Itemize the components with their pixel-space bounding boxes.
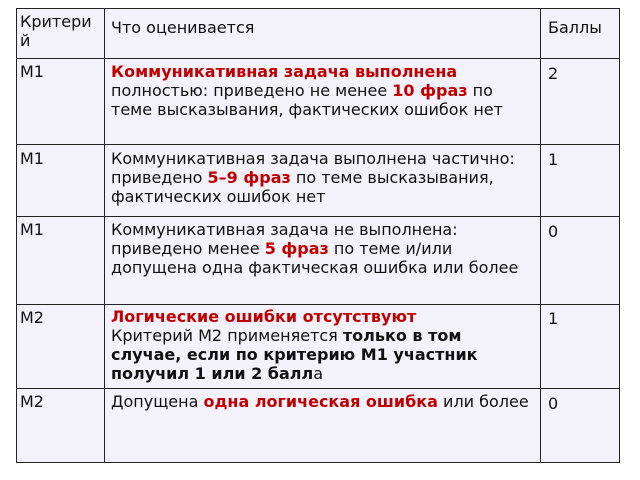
row-criterion: М2 bbox=[20, 392, 44, 411]
description-text: Коммуникативная задача не выполнена: приведено менее bbox=[111, 220, 458, 258]
row-divider bbox=[17, 388, 619, 389]
header-criterion-text: й bbox=[20, 31, 31, 50]
criteria-table bbox=[16, 8, 620, 463]
emphasis-text: только в том случае, если по критерию М1 участник получил 1 или 2 балл bbox=[111, 326, 478, 383]
description-text: а bbox=[313, 364, 324, 383]
row-divider bbox=[17, 58, 619, 59]
highlight-text: 5 фраз bbox=[264, 239, 329, 258]
column-divider bbox=[540, 9, 541, 462]
header-score: Баллы bbox=[548, 18, 602, 37]
row-criterion: М1 bbox=[20, 62, 44, 81]
row-divider bbox=[17, 144, 619, 145]
description-text: по теме высказывания, фактических ошибок нет bbox=[111, 81, 503, 119]
description-text: Допущена bbox=[111, 392, 204, 411]
row-score: 2 bbox=[548, 64, 559, 83]
description-text: или более bbox=[437, 392, 529, 411]
header-criterion-text: Критери bbox=[20, 12, 92, 31]
header-criterion bbox=[20, 12, 102, 50]
header-what: Что оценивается bbox=[111, 18, 255, 37]
row-score: 0 bbox=[548, 222, 559, 241]
row-criterion: М1 bbox=[20, 220, 44, 239]
row-description bbox=[111, 149, 537, 206]
row-divider bbox=[17, 304, 619, 305]
row-divider bbox=[17, 216, 619, 217]
highlight-text: 10 фраз bbox=[392, 81, 468, 100]
description-text: Коммуникативная задача выполнена частично: приведено bbox=[111, 149, 515, 187]
highlight-text: Логические ошибки отсутствуют bbox=[111, 307, 417, 326]
row-score: 1 bbox=[548, 309, 559, 328]
column-divider bbox=[104, 9, 105, 462]
description-text: Критерий М2 применяется bbox=[111, 326, 343, 345]
description-text: полностью: приведено не менее bbox=[111, 81, 393, 100]
highlight-text: Коммуникативная задача выполнена bbox=[111, 62, 458, 81]
description-text: по теме и/или допущена одна фактическая ошибка или более bbox=[111, 239, 519, 277]
row-score: 0 bbox=[548, 394, 559, 413]
description-text: по теме высказывания, фактических ошибок нет bbox=[111, 168, 494, 206]
row-description bbox=[111, 392, 537, 411]
row-criterion: М1 bbox=[20, 149, 44, 168]
row-score: 1 bbox=[548, 150, 559, 169]
row-description bbox=[111, 62, 537, 119]
row-description bbox=[111, 220, 537, 277]
highlight-text: 5–9 фраз bbox=[207, 168, 291, 187]
highlight-text: одна логическая ошибка bbox=[203, 392, 438, 411]
row-description bbox=[111, 307, 537, 383]
row-criterion: М2 bbox=[20, 308, 44, 327]
